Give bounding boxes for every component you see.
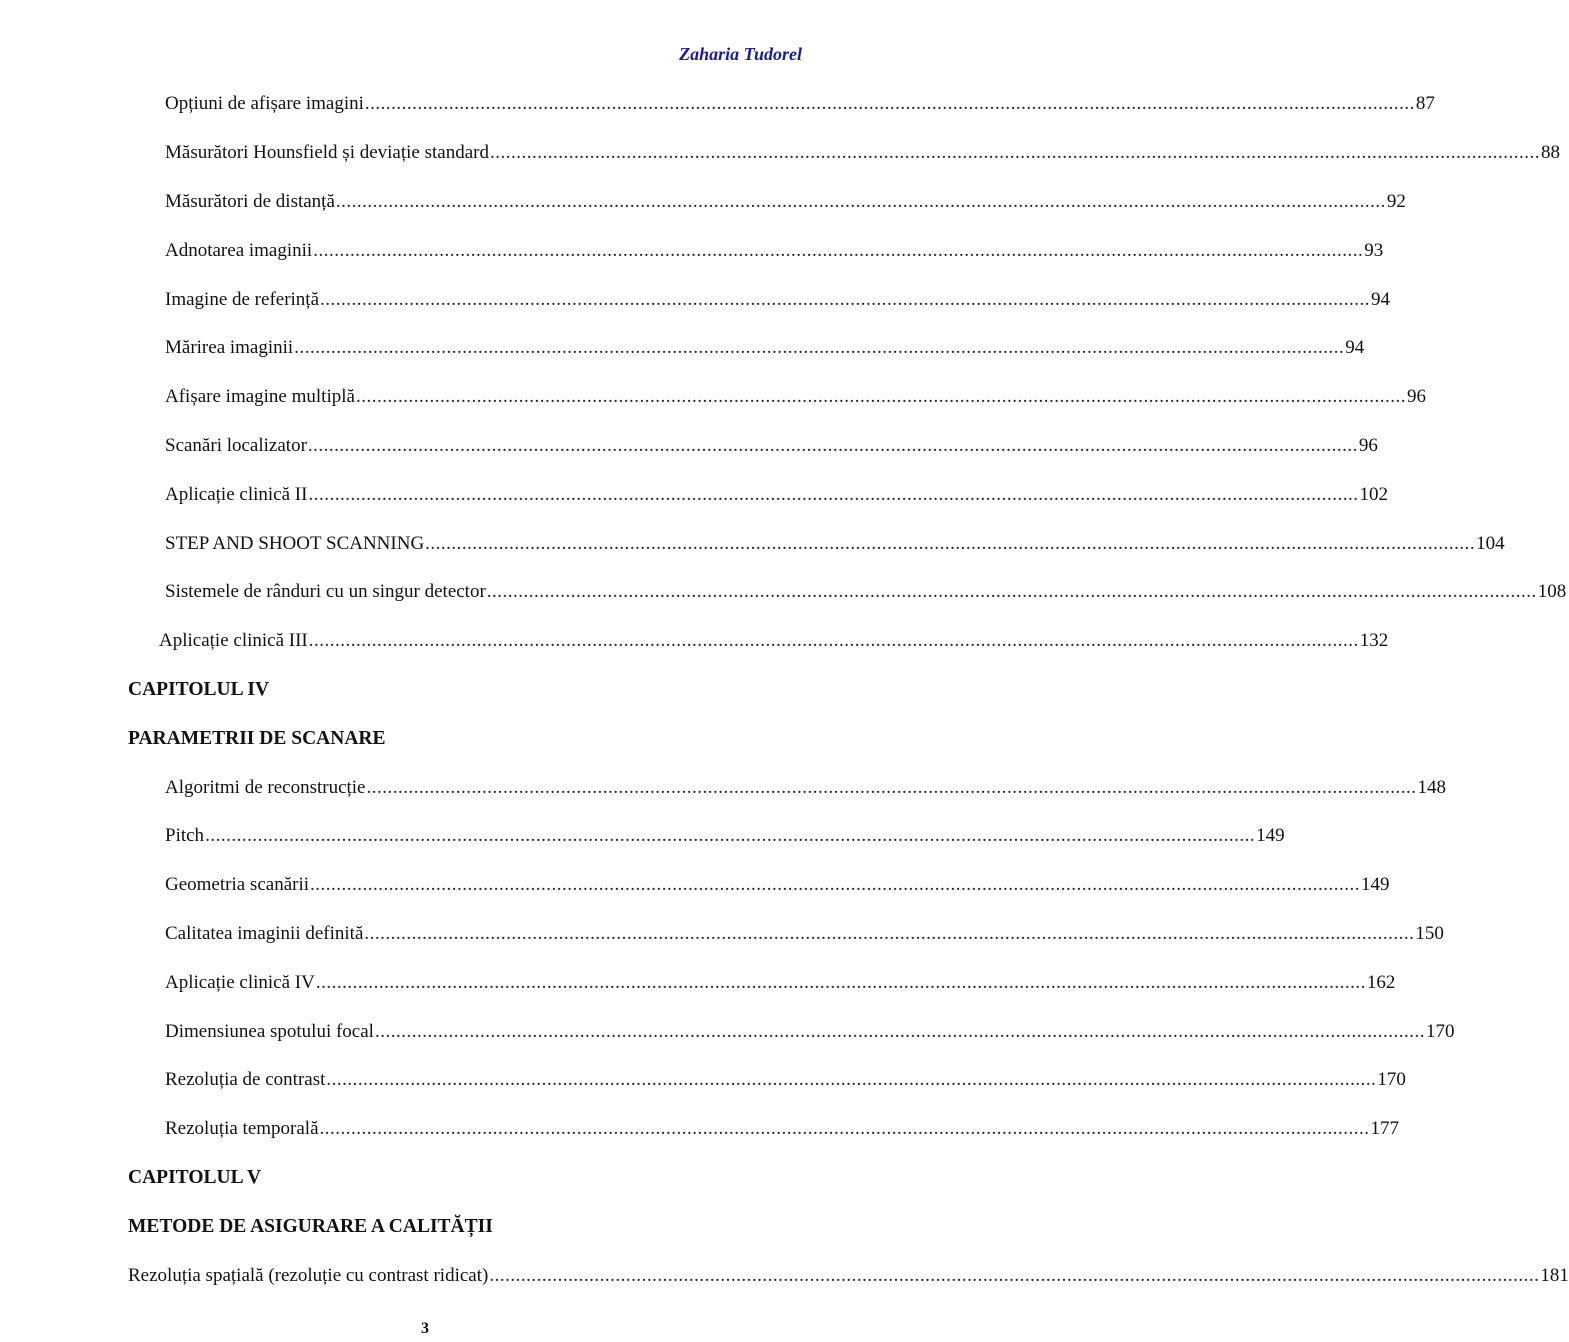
- toc-entry: [0, 861, 1390, 910]
- dot-leader: ........................................................................................................................................................................................................: [308, 483, 1359, 505]
- toc-entry: [0, 812, 1285, 861]
- toc-entry: [0, 617, 1389, 666]
- dot-leader: ........................................................................................................................................................................................................: [320, 288, 1371, 310]
- toc-entry-page: 93: [1364, 239, 1384, 261]
- toc-entry: [0, 910, 1444, 959]
- toc-entry: [0, 80, 1435, 129]
- toc-entry: [0, 1056, 1406, 1105]
- toc-entry-title: Aplicație clinică IV: [165, 971, 315, 993]
- toc-entry-title: Măsurători de distanță: [165, 190, 335, 212]
- toc-entry-title: Adnotarea imaginii: [165, 239, 313, 261]
- dot-leader: ........................................................................................................................................................................................................: [313, 239, 1364, 261]
- author-header: Zaharia Tudorel: [679, 44, 802, 64]
- toc-entry-title: Afișare imagine multiplă: [165, 386, 355, 408]
- toc-entry-title: STEP AND SHOOT SCANNING: [165, 532, 425, 554]
- toc-entry: [0, 129, 1560, 178]
- toc-entry: [0, 178, 1406, 227]
- chapter-heading: CAPITOLUL V: [128, 1166, 262, 1188]
- toc-entry-page: 94: [1345, 337, 1365, 359]
- dot-leader: ........................................................................................................................................................................................................: [489, 1264, 1540, 1286]
- toc-entry-title: Rezoluția spațială (rezoluție cu contrast ridicat): [128, 1264, 489, 1286]
- dot-leader: ........................................................................................................................................................................................................: [374, 1020, 1425, 1042]
- dot-leader: ........................................................................................................................................................................................................: [364, 922, 1415, 944]
- toc-entry-page: 102: [1359, 483, 1388, 505]
- toc-entry: [0, 568, 1567, 617]
- toc-entry-page: 170: [1425, 1020, 1455, 1042]
- toc-entry-page: 132: [1359, 630, 1389, 652]
- dot-leader: ........................................................................................................................................................................................................: [355, 386, 1406, 408]
- toc-entry-page: 96: [1406, 386, 1426, 408]
- toc-entry-page: 88: [1540, 142, 1560, 164]
- dot-leader: ........................................................................................................................................................................................................: [364, 93, 1415, 115]
- toc-entry-title: Măsurători Hounsfield și deviație standard: [165, 142, 489, 164]
- dot-leader: ........................................................................................................................................................................................................: [294, 337, 1345, 359]
- toc-entry-page: 177: [1370, 1118, 1400, 1140]
- dot-leader: ........................................................................................................................................................................................................: [315, 971, 1366, 993]
- toc-entry: [0, 1007, 1455, 1056]
- toc-entry-title: Pitch: [165, 825, 205, 847]
- chapter-heading: PARAMETRII DE SCANARE: [128, 727, 386, 749]
- dot-leader: ........................................................................................................................................................................................................: [308, 630, 1359, 652]
- toc-entry-page: 149: [1256, 825, 1285, 847]
- chapter-heading: CAPITOLUL IV: [128, 678, 270, 700]
- toc-entry: [0, 275, 1391, 324]
- page-number: 3: [421, 1320, 429, 1337]
- toc-entry: [0, 373, 1426, 422]
- toc-entry: [0, 1105, 1400, 1154]
- table-of-contents: [0, 80, 1569, 1300]
- chapter-heading: METODE DE ASIGURARE A CALITĂȚII: [128, 1215, 493, 1237]
- toc-entry: [0, 470, 1388, 519]
- toc-entry-page: 170: [1377, 1069, 1406, 1091]
- toc-entry-title: Dimensiunea spotului focal: [165, 1020, 374, 1042]
- dot-leader: ........................................................................................................................................................................................................: [310, 874, 1361, 896]
- dot-leader: ........................................................................................................................................................................................................: [335, 190, 1386, 212]
- toc-entry: [0, 958, 1396, 1007]
- dot-leader: ........................................................................................................................................................................................................: [425, 532, 1476, 554]
- dot-leader: ........................................................................................................................................................................................................: [489, 142, 1540, 164]
- toc-entry-page: 150: [1415, 922, 1444, 944]
- toc-entry-page: 87: [1415, 93, 1435, 115]
- toc-entry-title: Imagine de referință: [165, 288, 320, 310]
- toc-entry: [0, 763, 1446, 812]
- toc-entry-title: Aplicație clinică III: [159, 630, 308, 652]
- dot-leader: ........................................................................................................................................................................................................: [307, 434, 1358, 456]
- toc-entry: [0, 1251, 1569, 1300]
- dot-leader: ........................................................................................................................................................................................................: [205, 825, 1256, 847]
- toc-entry-title: Algoritmi de reconstrucție: [165, 776, 366, 798]
- dot-leader: ........................................................................................................................................................................................................: [366, 776, 1417, 798]
- dot-leader: ........................................................................................................................................................................................................: [326, 1069, 1377, 1091]
- dot-leader: ........................................................................................................................................................................................................: [486, 581, 1537, 603]
- toc-entry-page: 94: [1371, 288, 1391, 310]
- toc-entry-page: 149: [1361, 874, 1390, 896]
- toc-entry-page: 108: [1537, 581, 1567, 603]
- toc-entry-page: 104: [1476, 532, 1505, 554]
- toc-entry-page: 96: [1358, 434, 1378, 456]
- toc-entry-title: Sistemele de rânduri cu un singur detector: [165, 581, 486, 603]
- toc-entry: [0, 324, 1365, 373]
- toc-entry-title: Aplicație clinică II: [165, 483, 308, 505]
- toc-entry-title: Rezoluția temporală: [165, 1118, 319, 1140]
- toc-entry-page: 162: [1366, 971, 1396, 993]
- toc-entry-title: Rezoluția de contrast: [165, 1069, 326, 1091]
- toc-entry-title: Calitatea imaginii definită: [165, 922, 364, 944]
- toc-entry: [0, 519, 1505, 568]
- toc-entry-title: Mărirea imaginii: [165, 337, 294, 359]
- toc-entry-page: 181: [1540, 1264, 1569, 1286]
- toc-entry-title: Opțiuni de afișare imagini: [165, 93, 364, 115]
- dot-leader: ........................................................................................................................................................................................................: [319, 1118, 1370, 1140]
- toc-entry: [0, 422, 1378, 471]
- toc-entry-page: 92: [1386, 190, 1406, 212]
- toc-entry-title: Scanări localizator: [165, 434, 307, 456]
- toc-entry-title: Geometria scanării: [165, 874, 310, 896]
- toc-entry: [0, 226, 1384, 275]
- toc-entry-page: 148: [1417, 776, 1446, 798]
